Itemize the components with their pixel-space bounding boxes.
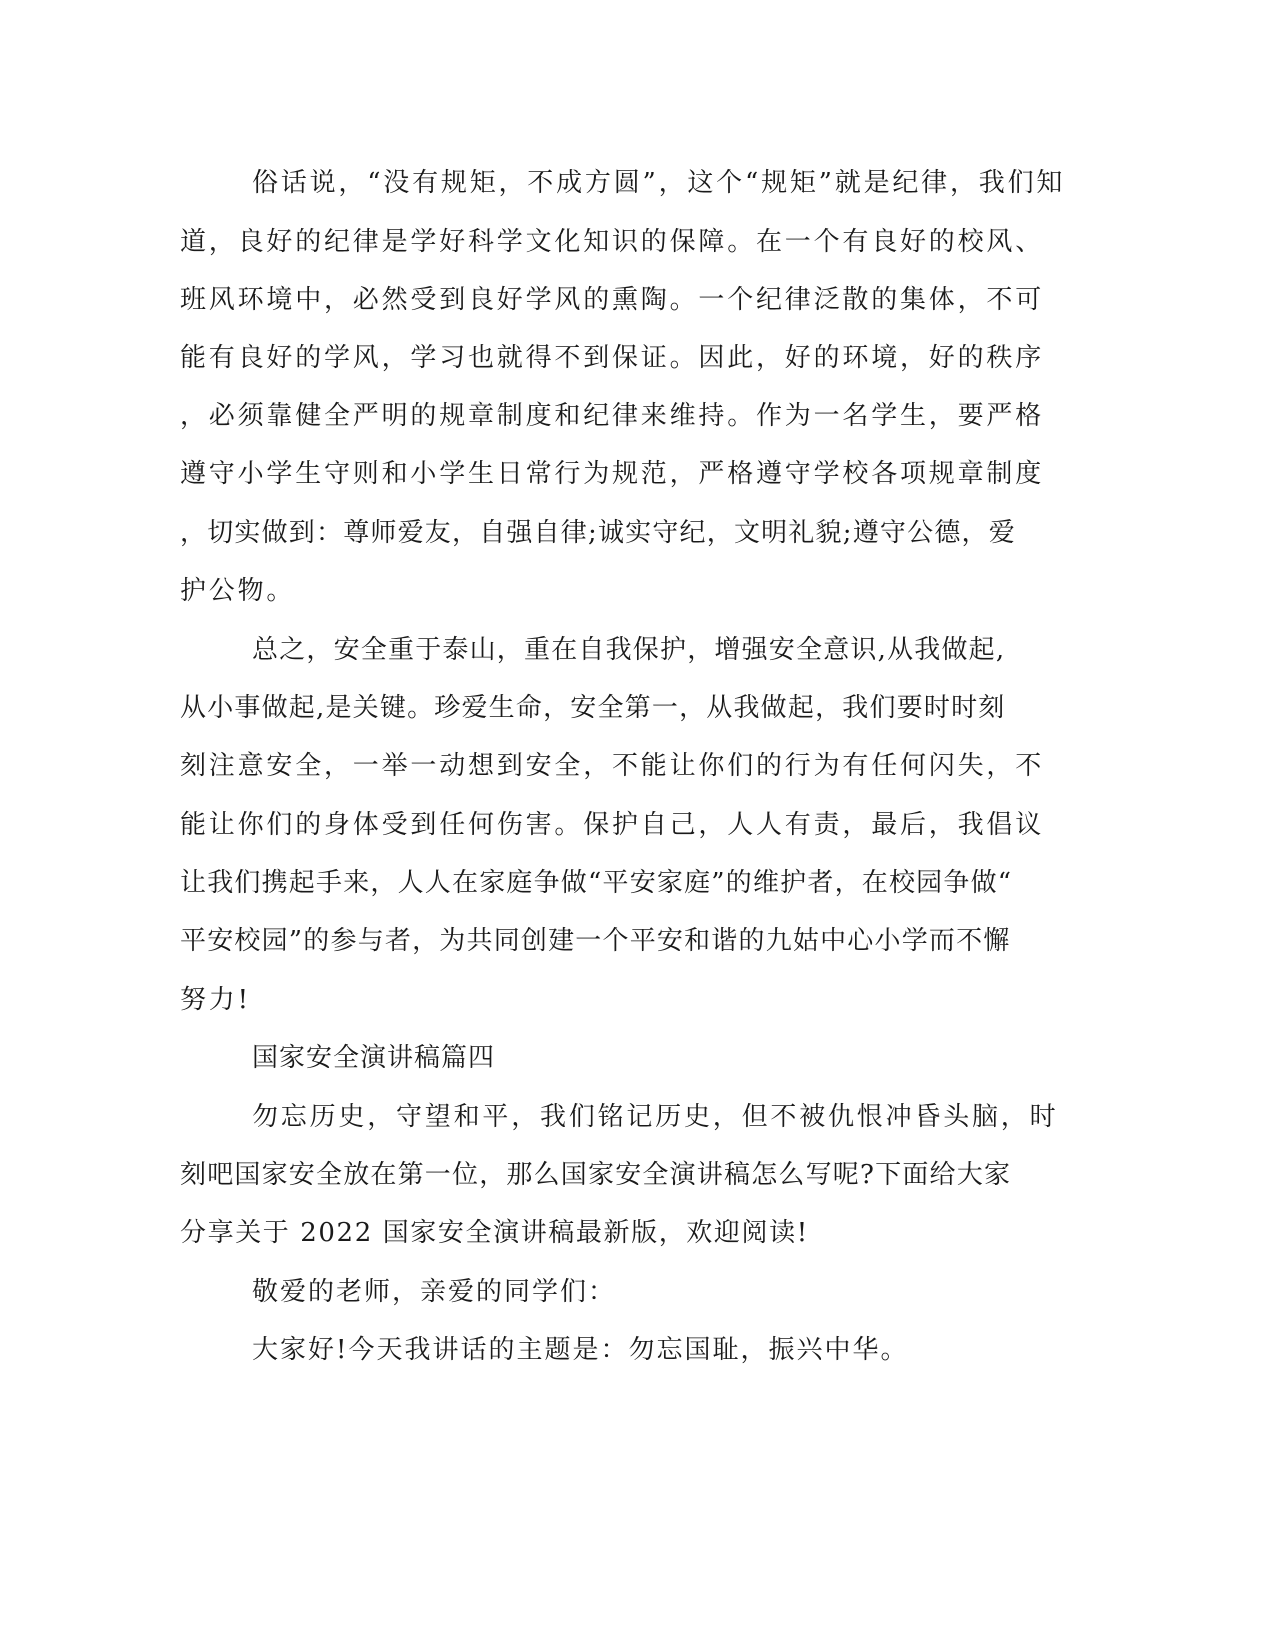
paragraph-line: 让我们携起手来，人人在家庭争做“平安家庭”的维护者，在校园争做“ (180, 868, 1013, 898)
salutation-line: 敬爱的老师，亲爱的同学们： (252, 1277, 617, 1307)
paragraph-line: 平安校园”的参与者，为共同创建一个平安和谐的九姑中心小学而不懈 (180, 926, 1011, 956)
paragraph-line: 从小事做起,是关键。珍爱生命，安全第一，从我做起，我们要时时刻 (180, 693, 1006, 723)
paragraph-line: 能让你们的身体受到任何伤害。保护自己，人人有责，最后，我倡议 (180, 810, 1045, 840)
section-heading: 国家安全演讲稿篇四 (252, 1043, 496, 1073)
paragraph-line: 能有良好的学风，学习也就得不到保证。因此，好的环境，好的秩序 (180, 343, 1045, 373)
paragraph-line: 大家好!今天我讲话的主题是：勿忘国耻，振兴中华。 (252, 1335, 909, 1365)
paragraph-line: 分享关于 2022 国家安全演讲稿最新版，欢迎阅读! (180, 1218, 809, 1248)
paragraph-line: 道，良好的纪律是学好科学文化知识的保障。在一个有良好的校风、 (180, 227, 1045, 257)
paragraph-line: 遵守小学生守则和小学生日常行为规范，严格遵守学校各项规章制度 (180, 459, 1045, 489)
paragraph-line: ，必须靠健全严明的规章制度和纪律来维持。作为一名学生，要严格 (180, 401, 1045, 431)
paragraph-line: 刻吧国家安全放在第一位，那么国家安全演讲稿怎么写呢?下面给大家 (180, 1160, 1012, 1190)
paragraph-line: 刻注意安全，一举一动想到安全，不能让你们的行为有任何闪失，不 (180, 751, 1045, 781)
paragraph-line: 俗话说，“没有规矩，不成方圆”，这个“规矩”就是纪律，我们知 (252, 168, 1066, 198)
paragraph-line: ，切实做到：尊师爱友，自强自律;诚实守纪，文明礼貌;遵守公德，爱 (180, 518, 1016, 548)
paragraph-line: 班风环境中，必然受到良好学风的熏陶。一个纪律泛散的集体，不可 (180, 285, 1045, 315)
paragraph-line: 努力! (180, 985, 251, 1015)
paragraph-line: 总之，安全重于泰山，重在自我保护，增强安全意识,从我做起, (252, 635, 1006, 665)
paragraph-line: 护公物。 (180, 576, 296, 606)
paragraph-line: 勿忘历史，守望和平，我们铭记历史，但不被仇恨冲昏头脑，时 (252, 1102, 1059, 1132)
